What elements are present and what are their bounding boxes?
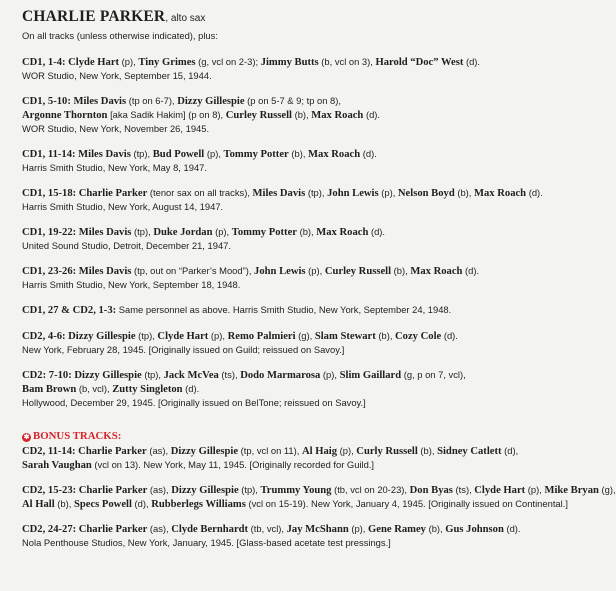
track-range-label: CD2, 11-14:	[22, 446, 76, 457]
musician-name: Bam Brown	[22, 384, 77, 395]
credit-text: (d).	[503, 523, 521, 534]
credit-text: (d).	[441, 330, 458, 341]
musician-name: Tommy Potter	[231, 227, 297, 238]
credit-text: (tenor sax on all tracks),	[147, 187, 253, 198]
credit-text: (p),	[119, 56, 139, 67]
session-line	[22, 483, 616, 497]
credit-text: Harris Smith Studio, New York, September 18, 1948.	[22, 279, 241, 290]
credit-text: Nola Penthouse Studios, New York, January, 1945. [Glass-based acetate test pressings.]	[22, 537, 391, 548]
musician-name: Miles Davis	[73, 96, 127, 107]
credit-text: (as),	[146, 445, 171, 456]
musician-name: Trummy Young	[260, 485, 332, 496]
credit-text: United Sound Studio, Detroit, December 21, 1947.	[22, 240, 231, 251]
session-line	[22, 329, 590, 343]
credit-text: (tp, vcl on 11),	[238, 445, 302, 456]
track-range-label: CD1, 11-14:	[22, 149, 76, 160]
header	[22, 8, 590, 28]
musician-name: Rubberlegs Williams	[151, 499, 246, 510]
musician-name: Clyde Hart	[68, 57, 120, 68]
credit-text: (d),	[501, 445, 519, 456]
track-range-label: CD2: 7-10:	[22, 370, 72, 381]
session-line	[22, 161, 590, 174]
credit-text: (tp, out on “Parker’s Mood”),	[131, 265, 255, 276]
session-block	[22, 264, 590, 291]
session-line	[22, 239, 590, 252]
credit-text: (g, vcl on 2-3);	[195, 56, 261, 67]
musician-name: John Lewis	[327, 188, 379, 199]
credit-text: (tp),	[238, 484, 261, 495]
credit-text: New York, February 28, 1945. [Originally issued on Guild; reissued on Savoy.]	[22, 344, 345, 355]
credit-text: (b),	[417, 445, 438, 456]
credit-text: (d).	[363, 109, 381, 120]
musician-name: Curley Russell	[225, 110, 292, 121]
musician-name: Dizzy Gillespie	[171, 485, 239, 496]
musician-name: Clyde Bernhardt	[171, 524, 249, 535]
musician-name: Max Roach	[308, 149, 361, 160]
musician-name: Al Hall	[22, 499, 55, 510]
credit-text: (tb, vcl),	[248, 523, 287, 534]
musician-name: Miles Davis	[78, 227, 132, 238]
credit-text: (p),	[212, 226, 232, 237]
musician-name: Dizzy Gillespie	[74, 370, 142, 381]
musician-name: Sarah Vaughan	[22, 460, 92, 471]
track-range-label: CD2, 24-27:	[22, 524, 77, 535]
musician-name: Duke Jordan	[153, 227, 213, 238]
musician-name: Clyde Hart	[474, 485, 526, 496]
track-range-label: CD1, 5-10:	[22, 96, 71, 107]
credit-text: (p),	[305, 265, 325, 276]
session-line	[22, 264, 590, 278]
session-line	[22, 186, 590, 200]
credit-text: WOR Studio, New York, September 15, 1944.	[22, 70, 212, 81]
musician-name: Jay McShann	[286, 524, 349, 535]
musician-name: Gene Ramey	[368, 524, 426, 535]
session-block	[22, 483, 616, 511]
session-line	[22, 368, 590, 382]
credit-text: (d).	[360, 148, 377, 159]
session-line	[22, 536, 590, 549]
musician-name: Miles Davis	[78, 266, 132, 277]
credit-text: (vcl on 15-19). New York, January 4, 1945. [Originally issued on Continental.]	[245, 498, 568, 509]
credit-text: (b),	[391, 265, 411, 276]
credit-text: (p),	[348, 523, 369, 534]
credit-text: (p),	[208, 330, 228, 341]
musician-name: Charlie Parker	[78, 524, 148, 535]
session-line	[22, 497, 590, 511]
credit-text: (as),	[147, 523, 172, 534]
musician-name: Zutty Singleton	[112, 384, 183, 395]
credit-text: (b),	[454, 187, 474, 198]
bonus-session-list	[22, 444, 616, 549]
credit-text: (tp),	[141, 369, 164, 380]
musician-name: Jack McVea	[163, 370, 219, 381]
musician-name: Remo Palmieri	[227, 331, 296, 342]
musician-name: Dizzy Gillespie	[68, 331, 136, 342]
credit-text: (tp),	[305, 187, 328, 198]
session-line	[22, 278, 590, 291]
musician-name: Sidney Catlett	[437, 446, 502, 457]
credit-text: (g),	[598, 484, 616, 495]
musician-name: Dodo Marmarosa	[240, 370, 321, 381]
musician-name: Charlie Parker	[78, 485, 148, 496]
session-line	[22, 303, 590, 317]
session-line	[22, 94, 590, 108]
credit-text: (b, vcl),	[76, 383, 113, 394]
track-range-label: CD2, 15-23:	[22, 485, 77, 496]
musician-name: Cozy Cole	[395, 331, 442, 342]
musician-name: Tiny Grimes	[138, 57, 196, 68]
credit-text: (d).	[526, 187, 543, 198]
session-line	[22, 69, 590, 82]
credit-text: (g, p on 7, vcl),	[401, 369, 466, 380]
bonus-heading	[22, 429, 590, 443]
credit-text: (g),	[295, 330, 315, 341]
track-range-label: CD1, 1-4:	[22, 57, 66, 68]
artist-instrument: , alto sax	[165, 13, 206, 24]
credit-text: Harris Smith Studio, New York, August 14, 1947.	[22, 201, 224, 212]
credit-text: (as),	[147, 484, 172, 495]
musician-name: Max Roach	[311, 110, 364, 121]
musician-name: Slam Stewart	[314, 331, 376, 342]
session-line	[22, 147, 590, 161]
musician-name: Jimmy Butts	[260, 57, 319, 68]
credit-text: (b),	[54, 498, 74, 509]
musician-name: Don Byas	[409, 485, 453, 496]
credit-text: Harris Smith Studio, New York, May 8, 1947.	[22, 162, 207, 173]
credit-text: Hollywood, December 29, 1945. [Originally issued on BelTone; reissued on Savoy.]	[22, 397, 366, 408]
musician-name: Harold “Doc” West	[375, 57, 464, 68]
musician-name: Max Roach	[474, 188, 527, 199]
credit-text: (p),	[525, 484, 545, 495]
musician-name: Bud Powell	[152, 149, 205, 160]
session-line	[22, 458, 590, 472]
track-range-label: CD1, 23-26:	[22, 266, 77, 277]
musician-name: Specs Powell	[73, 499, 132, 510]
musician-name: Charlie Parker	[78, 446, 147, 457]
session-list	[22, 55, 590, 409]
credit-text: (b),	[425, 523, 446, 534]
credit-text: (b),	[291, 109, 312, 120]
credit-text: (tp),	[130, 148, 153, 159]
credit-text: (p),	[204, 148, 224, 159]
credit-text: (p),	[378, 187, 398, 198]
musician-name: Tommy Potter	[223, 149, 289, 160]
musician-name: Miles Davis	[78, 149, 131, 160]
session-block	[22, 522, 590, 549]
session-block	[22, 303, 590, 317]
track-range-label: CD1, 15-18:	[22, 188, 77, 199]
musician-name: Mike Bryan	[544, 485, 599, 496]
credit-text: (ts),	[452, 484, 475, 495]
musician-name: Gus Johnson	[445, 524, 504, 535]
credit-text: (tp on 6-7),	[126, 95, 178, 106]
musician-name: Curly Russell	[356, 446, 418, 457]
credit-text: (p),	[320, 369, 340, 380]
bonus-heading-text: BONUS TRACKS:	[33, 430, 122, 442]
musician-name: Slim Gaillard	[339, 370, 402, 381]
bonus-star-icon: ✱	[23, 433, 30, 441]
musician-name: Charlie Parker	[78, 188, 148, 199]
session-line	[22, 343, 590, 356]
credit-text: (ts),	[218, 369, 241, 380]
session-block	[22, 147, 590, 174]
credit-text: Same personnel as above. Harris Smith Studio, New York, September 24, 1948.	[116, 304, 452, 315]
musician-name: Max Roach	[410, 266, 463, 277]
session-block	[22, 55, 590, 82]
credit-text: (b),	[296, 226, 317, 237]
session-line	[22, 522, 590, 536]
musician-name: Max Roach	[316, 227, 369, 238]
musician-name: Clyde Hart	[157, 331, 209, 342]
artist-name: CHARLIE PARKER	[22, 8, 166, 25]
credit-text: (tb, vcl on 20-23),	[331, 484, 410, 495]
musician-name: Nelson Boyd	[397, 188, 455, 199]
credit-text: WOR Studio, New York, November 26, 1945.	[22, 123, 210, 134]
musician-name: Al Haig	[301, 446, 338, 457]
session-block	[22, 329, 590, 356]
track-range-label: CD1, 27 & CD2, 1-3:	[22, 305, 117, 316]
track-range-label: CD1, 19-22:	[22, 227, 77, 238]
musician-name: Curley Russell	[324, 266, 392, 277]
session-block	[22, 368, 590, 409]
session-block	[22, 444, 590, 472]
musician-name: Dizzy Gillespie	[170, 446, 239, 457]
track-range-label: CD2, 4-6:	[22, 331, 66, 342]
credit-text: (tp),	[131, 226, 154, 237]
session-line	[22, 55, 590, 69]
session-block	[22, 225, 590, 252]
credit-text: (tp),	[135, 330, 158, 341]
session-line	[22, 200, 590, 213]
credit-text: (b),	[288, 148, 309, 159]
session-line	[22, 122, 590, 135]
credit-text: (d).	[462, 265, 480, 276]
session-block	[22, 94, 590, 135]
musician-name: John Lewis	[254, 266, 306, 277]
credit-text: (d).	[368, 226, 386, 237]
musician-name: Argonne Thornton	[22, 110, 108, 121]
session-line	[22, 396, 590, 409]
credit-text: (d).	[463, 56, 481, 67]
credit-text: (vcl on 13). New York, May 11, 1945. [Originally recorded for Guild.]	[91, 459, 375, 470]
musician-name: Miles Davis	[252, 188, 306, 199]
header-subtitle: On all tracks (unless otherwise indicated), plus:	[22, 30, 218, 41]
credit-text: (d),	[131, 498, 152, 509]
session-block	[22, 186, 590, 213]
session-line	[22, 225, 590, 239]
session-line	[22, 444, 590, 458]
credit-text: (p on 5-7 & 9; tp on 8),	[244, 95, 341, 106]
session-line	[22, 108, 590, 122]
session-line	[22, 382, 590, 396]
credit-text: (d).	[182, 383, 200, 394]
credit-text: (p),	[337, 445, 357, 456]
credit-text: (b),	[375, 330, 396, 341]
credit-text: (b, vcl on 3),	[318, 56, 376, 67]
musician-name: Dizzy Gillespie	[177, 96, 245, 107]
credit-text: [aka Sadik Hakim] (p on 8),	[107, 109, 226, 120]
